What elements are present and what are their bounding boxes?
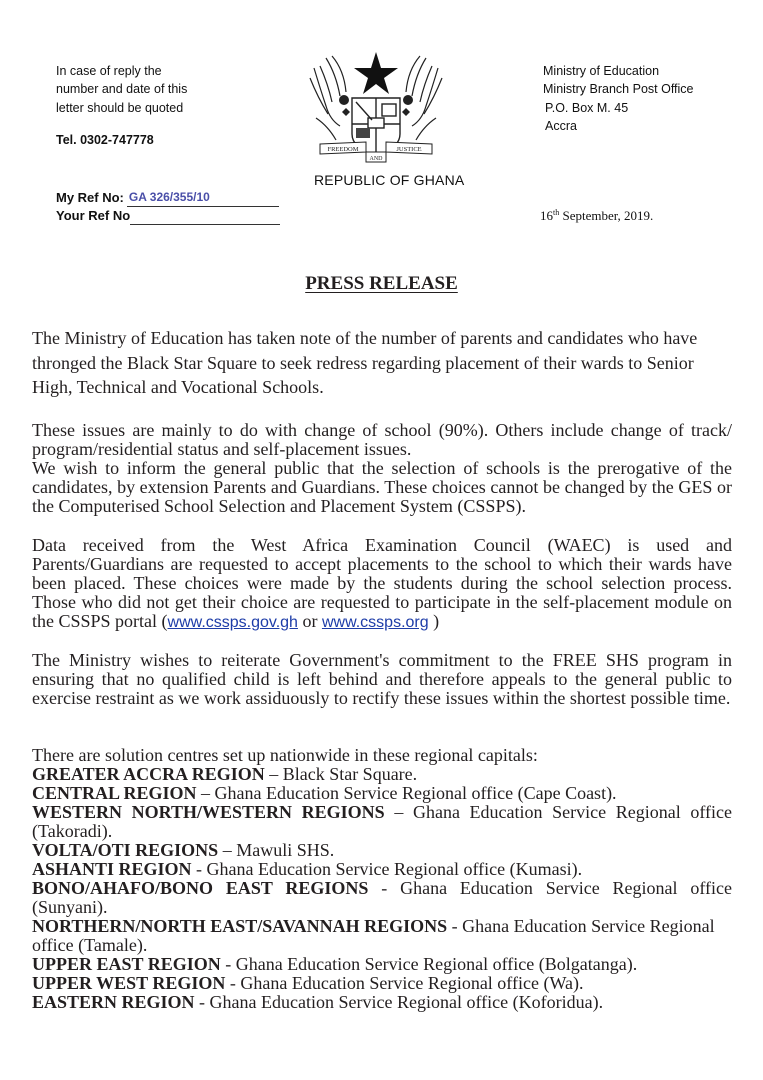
country-name: REPUBLIC OF GHANA [314, 172, 465, 188]
your-ref-row [56, 207, 280, 225]
date-day: 16 [540, 208, 553, 223]
my-ref-row [56, 189, 280, 207]
svg-text:FREEDOM: FREEDOM [327, 146, 359, 153]
region-separator: – [384, 802, 413, 822]
region-location: Ghana Education Service Regional office (Tamale). [32, 916, 715, 955]
link-separator: or [297, 611, 322, 631]
paragraph-selection-text: We wish to inform the general public that the selection of schools is the prerogative of the candidates, by extension Parents and Guardians. These choices cannot be changed by the GES or the Computerised School Selection and Placement System (CSSPS). [32, 458, 732, 516]
region-location: Ghana Education Service Regional office (Koforidua). [209, 992, 604, 1012]
telephone-number: Tel. 0302-747778 [56, 132, 154, 147]
region-item [32, 860, 732, 879]
region-separator: – [196, 783, 215, 803]
region-location: Ghana Education Service Regional office (Kumasi). [206, 859, 583, 879]
reply-instruction-line: number and date of this [56, 82, 188, 97]
page-title [0, 273, 763, 295]
region-separator: – [264, 764, 283, 784]
region-item [32, 841, 732, 860]
region-separator: – [218, 840, 237, 860]
reply-instructions [56, 62, 187, 149]
ministry-address [543, 62, 694, 135]
your-ref-field [130, 209, 280, 225]
region-location: Ghana Education Service Regional office (Cape Coast). [214, 783, 617, 803]
region-name: ASHANTI REGION [32, 859, 192, 879]
date-suffix: th [553, 208, 560, 217]
cssps-gov-link[interactable]: www.cssps.gov.gh [167, 614, 298, 631]
paragraph-issues-text: These issues are mainly to do with change of school (90%). Others include change of track/ program/residential status and self-placement issues. [32, 420, 732, 459]
region-location: Ghana Education Service Regional office (Wa). [240, 973, 584, 993]
region-item [32, 765, 732, 784]
solution-centres [32, 746, 732, 1012]
reply-instruction-line: letter should be quoted [56, 100, 184, 115]
region-name: WESTERN NORTH/WESTERN REGIONS [32, 802, 385, 822]
region-item [32, 784, 732, 803]
your-ref-label: Your Ref No [56, 208, 131, 223]
address-line: Accra [545, 118, 577, 133]
region-item [32, 974, 732, 993]
my-ref-value: GA 326/355/10 [128, 190, 210, 204]
region-separator: - [447, 916, 463, 936]
title-text: PRESS RELEASE [305, 273, 458, 294]
letter-date [540, 208, 653, 224]
paragraph-waec [32, 536, 732, 632]
address-line: P.O. Box M. 45 [545, 100, 629, 115]
region-name: NORTHERN/NORTH EAST/SAVANNAH REGIONS [32, 916, 448, 936]
region-name: EASTERN REGION [32, 992, 195, 1012]
region-separator: - [220, 954, 236, 974]
region-separator: - [368, 878, 401, 898]
my-ref-label: My Ref No: [56, 190, 124, 205]
region-item [32, 993, 732, 1012]
region-separator: - [194, 992, 210, 1012]
paragraph-intro: The Ministry of Education has taken note of the number of parents and candidates who have thronged the Black Star Square to seek redress regarding placement of their wards to Senior High, Technical and Vocational Schools. [32, 328, 698, 397]
svg-text:AND: AND [369, 156, 383, 162]
region-item [32, 879, 732, 917]
address-line: Ministry Branch Post Office [543, 82, 694, 97]
region-name: VOLTA/OTI REGIONS [32, 840, 219, 860]
region-separator: - [191, 859, 207, 879]
svg-text:JUSTICE: JUSTICE [396, 146, 422, 153]
paragraph-waec-text: Data received from the West Africa Examination Council (WAEC) is used and Parents/Guardians are requested to accept placements to the school to which their wards have been placed. These choices were made by the students during the school selection process. Those who did not get their choice are requested to participate in the self-placement module on the CSSPS portal ( [32, 535, 732, 631]
solution-centres-intro: There are solution centres set up nationwide in these regional capitals: [32, 745, 538, 765]
region-location: Ghana Education Service Regional office (Bolgatanga). [235, 954, 638, 974]
region-location: Ghana Education Service Regional office (Sunyani). [32, 878, 732, 917]
paragraph-commitment: The Ministry wishes to reiterate Government's commitment to the FREE SHS program in ensuring that no qualified child is left behind and therefore appeals to the general public to exercise restraint as we work assiduously to rectify these issues within the shortest possible time. [32, 650, 732, 708]
paragraph-end: ) [428, 611, 440, 631]
region-separator: - [225, 973, 241, 993]
reference-numbers [56, 189, 280, 225]
ghana-coat-of-arms-icon [306, 48, 446, 166]
address-line: Ministry of Education [543, 64, 660, 78]
region-name: UPPER WEST REGION [32, 973, 226, 993]
my-ref-field [127, 191, 279, 207]
date-rest: September, 2019. [559, 208, 654, 223]
reply-instruction-line: In case of reply the [56, 64, 162, 78]
region-name: UPPER EAST REGION [32, 954, 221, 974]
region-name: BONO/AHAFO/BONO EAST REGIONS [32, 878, 369, 898]
region-item [32, 955, 732, 974]
paragraph-issues [32, 421, 732, 516]
cssps-org-link[interactable]: www.cssps.org [321, 614, 429, 631]
region-name: CENTRAL REGION [32, 783, 197, 803]
region-item [32, 917, 732, 955]
region-name: GREATER ACCRA REGION [32, 764, 265, 784]
region-item [32, 803, 732, 841]
region-location: Black Star Square. [282, 764, 418, 784]
region-location: Ghana Education Service Regional office (Takoradi). [32, 802, 733, 841]
region-location: Mawuli SHS. [236, 840, 335, 860]
